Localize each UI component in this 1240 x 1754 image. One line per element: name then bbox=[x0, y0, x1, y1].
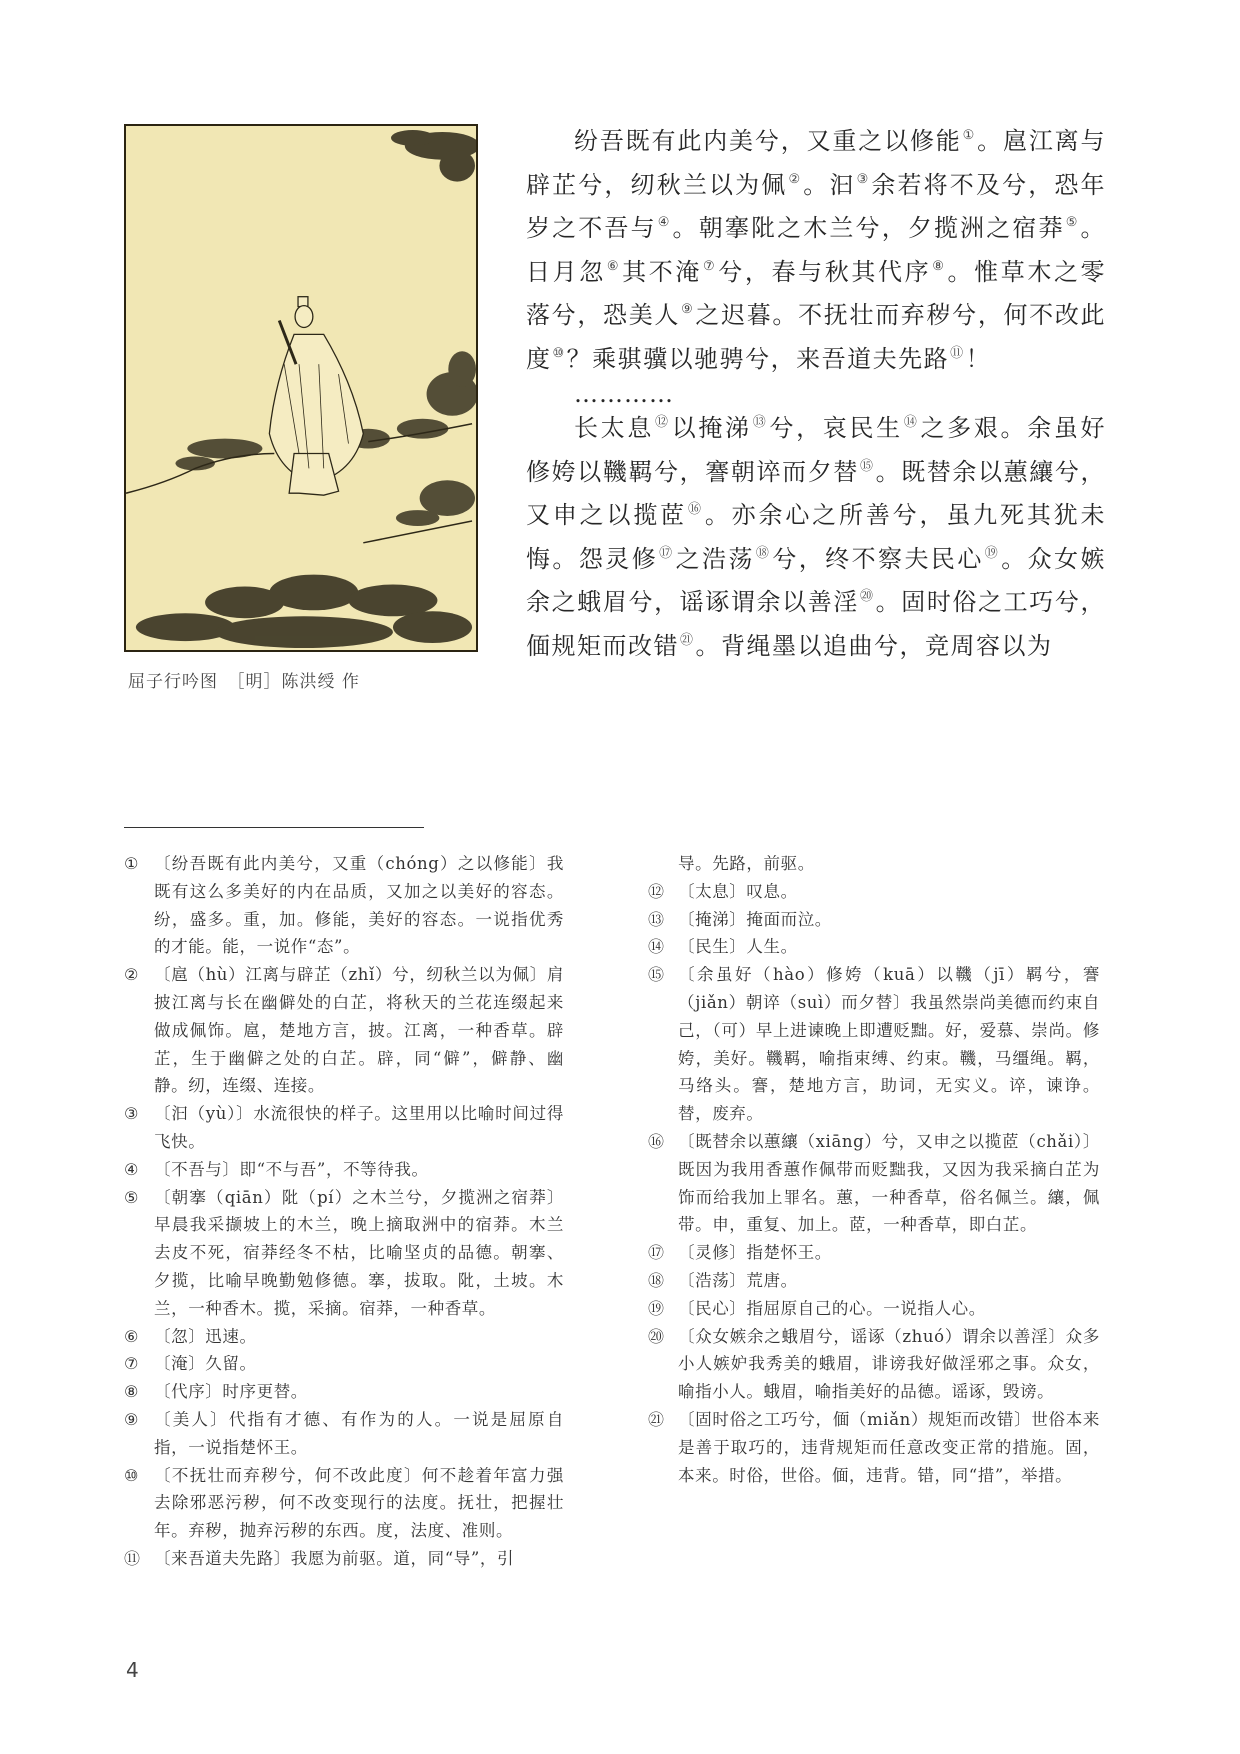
footnote-ref[interactable]: ㉑ bbox=[680, 632, 695, 648]
poem-text: 之浩荡 bbox=[675, 544, 755, 573]
footnote-number: ⑫ bbox=[648, 881, 665, 901]
footnote-21 bbox=[648, 1406, 1100, 1489]
footnote-17 bbox=[648, 1239, 1100, 1267]
footnotes-right-column bbox=[648, 850, 1100, 1489]
page-number: 4 bbox=[126, 1658, 139, 1682]
ellipsis: ………… bbox=[574, 380, 674, 408]
footnote-text: 〔朝搴（qiān）阰（pí）之木兰兮，夕揽洲之宿莽〕早晨我采撷坡上的木兰，晚上摘取洲中的宿莽。木兰去皮不死，宿莽经冬不枯，比喻坚贞的品德。朝搴、夕揽，比喻早晚勤勉修德。搴，拔取。阰，土坡。木兰，一种香木。揽，采摘。宿莽，一种香草。 bbox=[154, 1187, 564, 1318]
footnote-9 bbox=[124, 1406, 564, 1462]
footnote-text: 〔浩荡〕荒唐。 bbox=[678, 1270, 798, 1290]
footnote-ref[interactable]: ⑱ bbox=[755, 545, 772, 561]
poem-text: 。扈江离与辟芷兮，纫秋兰以为佩 bbox=[526, 127, 1107, 199]
footnote-number: ⑰ bbox=[648, 1243, 665, 1263]
footnote-18 bbox=[648, 1267, 1100, 1295]
ink-painting-figure bbox=[126, 126, 476, 650]
footnote-text: 〔代序〕时序更替。 bbox=[154, 1382, 308, 1402]
footnote-number: ② bbox=[124, 965, 139, 985]
footnote-number: ③ bbox=[124, 1104, 139, 1124]
footnote-ref[interactable]: ⑨ bbox=[681, 302, 695, 317]
poem-text: 纷吾既有此内美兮，又重之以修能 bbox=[574, 127, 962, 155]
footnote-4 bbox=[124, 1156, 564, 1184]
poem-text: 。亦余心之所善兮，虽九死其犹未悔。怨灵修 bbox=[526, 501, 1106, 573]
footnote-ref[interactable]: ⑦ bbox=[703, 258, 718, 274]
footnote-7 bbox=[124, 1350, 564, 1378]
footnote-3 bbox=[124, 1100, 564, 1156]
footnote-ref[interactable]: ③ bbox=[856, 171, 871, 187]
footnote-8 bbox=[124, 1378, 564, 1406]
footnote-ref[interactable]: ⑭ bbox=[903, 415, 920, 430]
footnote-text: 〔汩（yù）〕水流很快的样子。这里用以比喻时间过得飞快。 bbox=[154, 1104, 564, 1151]
footnote-divider bbox=[124, 827, 424, 828]
poem-text: ？乘骐骥以驰骋兮，来吾道夫先路 bbox=[566, 344, 950, 373]
footnote-number: ⑮ bbox=[648, 965, 665, 985]
footnote-number: ㉑ bbox=[648, 1409, 665, 1429]
footnote-ref[interactable]: ④ bbox=[657, 215, 672, 230]
poem-text: 。背绳墨以追曲兮，竞周容以为 bbox=[695, 631, 1053, 660]
footnote-19 bbox=[648, 1295, 1100, 1323]
footnote-14 bbox=[648, 933, 1100, 961]
footnote-16 bbox=[648, 1128, 1100, 1239]
footnote-text: 〔纷吾既有此内美兮，又重（chóng）之以修能〕我既有这么多美好的内在品质，又加之以美好的容态。纷，盛多。重，加。修能，美好的容态。一说指优秀的才能。能，一说作“态”。 bbox=[154, 854, 564, 957]
footnote-number: ⑲ bbox=[648, 1298, 665, 1318]
footnote-5 bbox=[124, 1184, 564, 1323]
footnote-ref[interactable]: ⑯ bbox=[688, 502, 704, 517]
footnote-ref[interactable]: ⑪ bbox=[950, 345, 965, 361]
poem-stanza-2 bbox=[526, 407, 1106, 668]
footnote-text: 〔来吾道夫先路〕我愿为前驱。道，同“导”，引 bbox=[154, 1548, 515, 1568]
footnote-ref[interactable]: ② bbox=[788, 171, 803, 187]
footnote-text: 〔太息〕叹息。 bbox=[678, 881, 798, 901]
footnote-ref[interactable]: ⑥ bbox=[606, 258, 622, 274]
footnote-text: 〔灵修〕指楚怀王。 bbox=[678, 1243, 832, 1263]
poem-text: 。汩 bbox=[803, 170, 856, 199]
poem-text: 兮，春与秋其代序 bbox=[718, 257, 932, 286]
footnote-text: 〔不抚壮而弃秽兮，何不改此度〕何不趁着年富力强去除邪恶污秽，何不改变现行的法度。抚壮，把握壮年。弃秽，抛弃污秽的东西。度，法度、准则。 bbox=[154, 1465, 564, 1541]
poem-text: 。惟草木之零落兮，恐美人 bbox=[526, 257, 1107, 329]
footnote-text: 〔掩涕〕掩面而泣。 bbox=[678, 909, 832, 929]
footnote-11-continuation: 导。先路，前驱。 bbox=[678, 854, 815, 873]
footnote-number: ④ bbox=[124, 1159, 139, 1179]
footnote-ref[interactable]: ⑤ bbox=[1065, 215, 1080, 230]
poem-text: 。固时俗之工巧兮，偭规矩而改错 bbox=[526, 588, 1106, 660]
poem-text: 。日月忽 bbox=[526, 214, 1107, 286]
poem-text: ！ bbox=[965, 344, 992, 373]
illustration-qu-zi-xing-yin-tu bbox=[124, 124, 478, 652]
footnote-text: 〔众女嫉余之蛾眉兮，谣诼（zhuó）谓余以善淫〕众多小人嫉妒我秀美的蛾眉，诽谤我好做淫邪之事。众女，喻指小人。蛾眉，喻指美好的品德。谣诼，毁谤。 bbox=[678, 1326, 1100, 1402]
footnote-2 bbox=[124, 961, 564, 1100]
footnote-12 bbox=[648, 878, 1100, 906]
footnote-text: 〔民心〕指屈原自己的心。一说指人心。 bbox=[678, 1298, 986, 1318]
footnote-number: ⑨ bbox=[124, 1409, 139, 1429]
footnote-13 bbox=[648, 906, 1100, 934]
footnote-ref[interactable]: ⑩ bbox=[552, 345, 566, 361]
footnote-number: ⑱ bbox=[648, 1270, 665, 1290]
footnote-number: ⑧ bbox=[124, 1382, 139, 1402]
footnote-text: 〔淹〕久留。 bbox=[154, 1354, 257, 1374]
footnote-ref[interactable]: ⑧ bbox=[932, 258, 947, 274]
footnote-number: ⑭ bbox=[648, 937, 665, 957]
footnote-text: 〔美人〕代指有才德、有作为的人。一说是屈原自指，一说指楚怀王。 bbox=[154, 1409, 564, 1457]
footnote-6 bbox=[124, 1323, 564, 1351]
footnote-20 bbox=[648, 1323, 1100, 1406]
poem-text: 。既替余以蕙纕兮，又申之以揽茝 bbox=[526, 457, 1106, 529]
footnote-1 bbox=[124, 850, 564, 961]
poem-text: 。朝搴阰之木兰兮，夕揽洲之宿莽 bbox=[672, 214, 1065, 242]
footnote-ref[interactable]: ⑬ bbox=[752, 415, 769, 430]
footnote-number: ⑦ bbox=[124, 1354, 139, 1374]
footnote-number: ⑥ bbox=[124, 1326, 139, 1346]
footnote-11 bbox=[124, 1545, 564, 1573]
footnote-text: 〔固时俗之工巧兮，偭（miǎn）规矩而改错〕世俗本来是善于取巧的，违背规矩而任意改变正常的措施。固，本来。时俗，世俗。偭，违背。错，同“措”，举措。 bbox=[678, 1409, 1100, 1485]
poem-text: 余若将不及兮，恐年岁之不吾与 bbox=[526, 170, 1107, 242]
footnote-number: ⑬ bbox=[648, 909, 665, 929]
footnote-ref[interactable]: ⑳ bbox=[859, 589, 875, 604]
footnote-text: 〔忽〕迅速。 bbox=[154, 1326, 257, 1346]
poem-text: 之迟暮。不抚壮而弃秽兮，何不改此度 bbox=[526, 301, 1107, 373]
poem-stanza-1 bbox=[526, 120, 1106, 381]
poem-text: 。众女嫉余之蛾眉兮，谣诼谓余以善淫 bbox=[526, 544, 1106, 616]
footnote-ref[interactable]: ⑲ bbox=[984, 545, 1001, 561]
footnote-10 bbox=[124, 1462, 564, 1545]
footnotes-left-column bbox=[124, 850, 564, 1573]
footnote-text: 〔扈（hù）江离与辟芷（zhǐ）兮，纫秋兰以为佩〕肩披江离与长在幽僻处的白芷，将秋天的兰花连缀起来做成佩饰。扈，楚地方言，披。江离，一种香草。辟芷，生于幽僻之处的白芷。辟，同“僻”，僻静、幽静。纫，连缀、连接。 bbox=[154, 965, 564, 1096]
footnote-text: 〔既替余以蕙纕（xiāng）兮，又申之以揽茝（chǎi）〕既因为我用香蕙作佩带而贬黜我，又因为我采摘白芷为饰而给我加上罪名。蕙，一种香草，俗名佩兰。纕，佩带。申，重复、加上。茝，一种香草，即白芷。 bbox=[678, 1131, 1100, 1235]
footnote-text: 〔民生〕人生。 bbox=[678, 937, 798, 957]
footnote-number: ⑯ bbox=[648, 1131, 665, 1151]
footnote-ref[interactable]: ⑰ bbox=[659, 545, 675, 561]
poem-text: 长太息 bbox=[574, 414, 655, 442]
poem-text: 以掩涕 bbox=[671, 414, 752, 442]
footnote-ref[interactable]: ⑮ bbox=[859, 458, 875, 474]
poem-text: 其不淹 bbox=[622, 257, 702, 286]
poem-body bbox=[526, 120, 1106, 668]
footnote-number: ⑪ bbox=[124, 1548, 141, 1568]
footnote-number: ⑳ bbox=[648, 1326, 665, 1346]
footnote-15 bbox=[648, 961, 1100, 1128]
footnote-number: ① bbox=[124, 854, 139, 873]
figure-caption: 屈子行吟图 ［明］陈洪绶 作 bbox=[128, 672, 360, 692]
poem-text: 兮，哀民生 bbox=[769, 414, 903, 442]
footnote-number: ⑤ bbox=[124, 1187, 139, 1207]
footnote-text: 〔余虽好（hào）修姱（kuā）以鞿（jī）羁兮，謇（jiǎn）朝谇（suì）而夕替〕我虽然崇尚美德而约束自己，（可）早上进谏晚上即遭贬黜。好，爱慕、崇尚。修姱，美好。鞿羁，喻指束缚、约束。鞿，马缰绳。羁，马络头。謇，楚地方言，助词，无实义。谇，谏诤。替，废弃。 bbox=[678, 965, 1100, 1124]
poem-text: 兮，终不察夫民心 bbox=[772, 544, 984, 573]
poem-text: 之多艰。余虽好修姱以鞿羁兮，謇朝谇而夕替 bbox=[526, 414, 1107, 486]
footnote-ref[interactable]: ① bbox=[962, 128, 977, 143]
footnote-ref[interactable]: ⑫ bbox=[655, 415, 671, 430]
footnote-text: 〔不吾与〕即“不与吾”，不等待我。 bbox=[154, 1159, 429, 1179]
footnote-number: ⑩ bbox=[124, 1465, 139, 1485]
